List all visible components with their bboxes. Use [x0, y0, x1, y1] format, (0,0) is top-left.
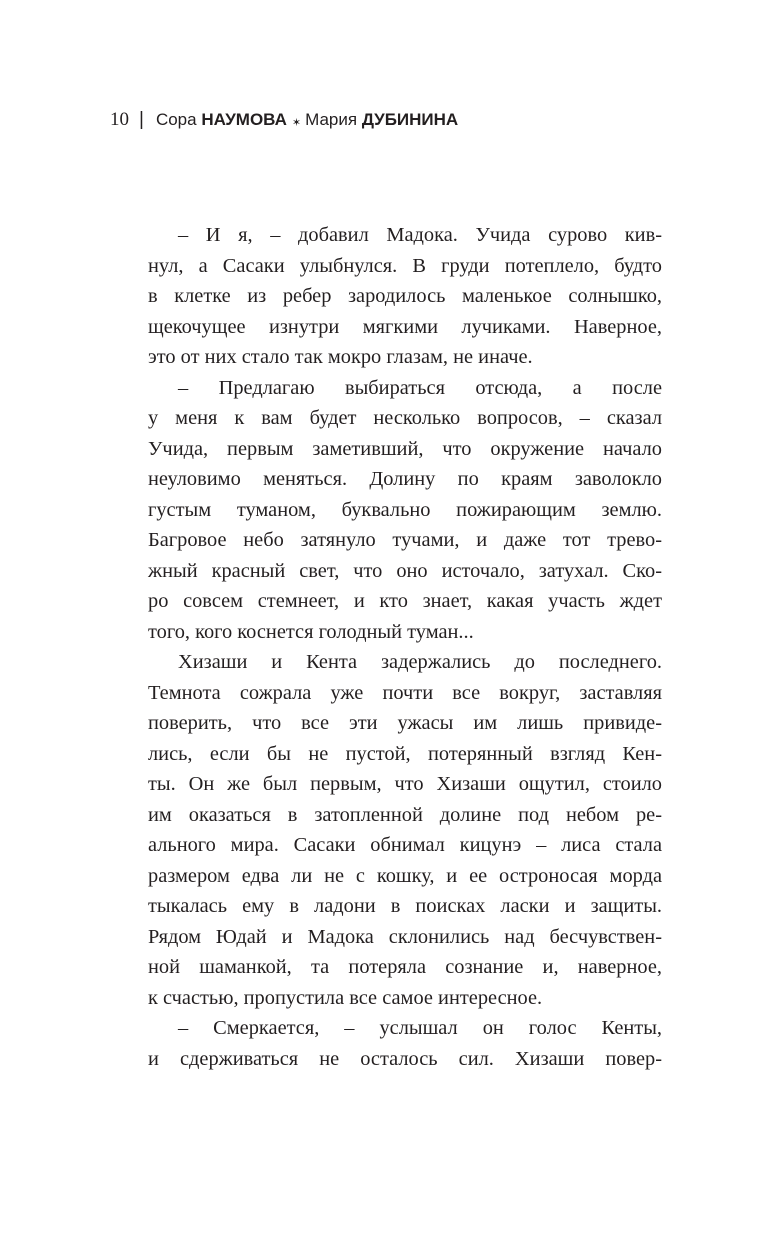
- text-line: это от них стало так мокро глазам, не иначе.: [148, 346, 533, 368]
- text-line: того, кого коснется голодный туман...: [148, 620, 474, 643]
- body-text: [148, 220, 662, 1074]
- text-line: Темнота сожрала уже почти все вокруг, заставляя: [148, 681, 662, 704]
- text-line: Рядом Юдай и Мадока склонились над бесчувствен-: [148, 925, 662, 948]
- text-line: к счастью, пропустила все самое интересное.: [148, 986, 543, 1009]
- text-line: ро совсем стемнеет, и кто знает, какая участь ждет: [148, 590, 662, 612]
- text-line: нул, а Сасаки улыбнулся. В груди потеплело, будто: [148, 254, 662, 277]
- text-line: поверить, что все эти ужасы им лишь привиде-: [148, 712, 662, 734]
- text-line: ной шаманкой, та потеряла сознание и, наверное,: [148, 956, 662, 978]
- text-line: Учида, первым заметивший, что окружение начало: [148, 437, 662, 460]
- text-line: – Предлагаю выбираться отсюда, а после: [178, 376, 662, 399]
- text-line: у меня к вам будет несколько вопросов, – сказал: [148, 407, 662, 429]
- text-line: размером едва ли не с кошку, и ее остроносая морда: [148, 864, 662, 887]
- text-line: лись, если бы не пустой, потерянный взгляд Кен-: [148, 742, 662, 765]
- page-number: 10: [110, 109, 129, 130]
- author2-last-name: ДУБИНИНА: [361, 110, 459, 129]
- running-header: [110, 106, 458, 134]
- header-separator: |: [139, 109, 144, 130]
- text-line: ты. Он же был первым, что Хизаши ощутил, стоило: [148, 773, 662, 795]
- text-line: густым туманом, буквально пожирающим землю.: [148, 498, 662, 521]
- author1-last-name: НАУМОВА: [201, 110, 287, 129]
- text-line: в клетке из ребер зародилось маленькое солнышко,: [148, 285, 662, 307]
- text-line: неуловимо меняться. Долину по краям заволокло: [148, 468, 662, 490]
- author2-first-name: Мария: [305, 110, 358, 129]
- text-line: – И я, – добавил Мадока. Учида сурово кив-: [178, 224, 662, 246]
- text-line: жный красный свет, что оно источало, затухал. Ско-: [148, 559, 662, 582]
- text-line: Багровое небо затянуло тучами, и даже тот трево-: [148, 529, 662, 551]
- text-line: щекочущее изнутри мягкими лучиками. Наверное,: [148, 315, 662, 338]
- text-line: тыкалась ему в ладони в поисках ласки и защиты.: [148, 895, 662, 917]
- text-line: и сдерживаться не осталось сил. Хизаши повер-: [148, 1047, 662, 1070]
- text-line: им оказаться в затопленной долине под небом ре-: [148, 803, 662, 826]
- text-line: – Смеркается, – услышал он голос Кенты,: [178, 1017, 662, 1039]
- author1-first-name: Сора: [155, 110, 197, 129]
- text-line: ального мира. Сасаки обнимал кицунэ – лиса стала: [148, 834, 662, 856]
- star-ornament-icon: ✶: [291, 116, 302, 129]
- text-line: Хизаши и Кента задержались до последнего.: [178, 651, 662, 673]
